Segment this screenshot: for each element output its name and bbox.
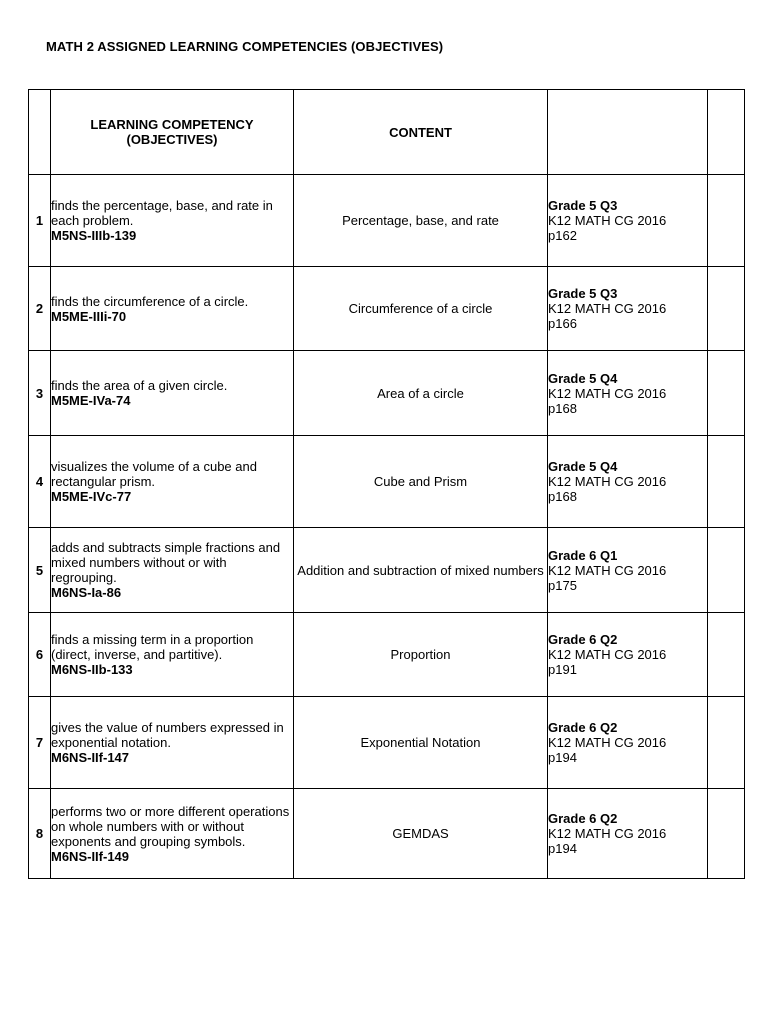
reference-page: p194 — [548, 841, 577, 856]
grade-quarter: Grade 5 Q3 — [548, 286, 618, 301]
reference-guide: K12 MATH CG 2016 — [548, 647, 667, 662]
grade-quarter: Grade 6 Q2 — [548, 720, 618, 735]
header-extra — [708, 90, 745, 175]
competency-cell — [51, 528, 294, 613]
competency-code: M6NS-IIb-133 — [51, 662, 133, 677]
competency-text: visualizes the volume of a cube and rectangular prism. — [51, 459, 257, 489]
competency-cell — [51, 436, 294, 528]
reference-cell — [548, 528, 708, 613]
competency-text: gives the value of numbers expressed in exponential notation. — [51, 720, 284, 750]
reference-guide: K12 MATH CG 2016 — [548, 562, 667, 578]
content-cell: Cube and Prism — [294, 436, 548, 528]
reference-page: p168 — [548, 400, 577, 416]
reference-cell — [548, 436, 708, 528]
extra-cell — [708, 613, 745, 697]
grade-quarter: Grade 5 Q4 — [548, 370, 618, 386]
extra-cell — [708, 351, 745, 436]
page-title: MATH 2 ASSIGNED LEARNING COMPETENCIES (OBJECTIVES) — [46, 39, 444, 54]
table-header-row — [29, 90, 745, 175]
competency-code: M5ME-IVa-74 — [51, 393, 131, 408]
competency-cell — [51, 789, 294, 879]
competency-cell — [51, 267, 294, 351]
competency-code: M5ME-IIIi-70 — [51, 308, 127, 324]
row-number: 7 — [29, 697, 51, 789]
competency-code: M6NS-Ia-86 — [51, 585, 122, 600]
extra-cell — [708, 697, 745, 789]
competency-code: M6NS-IIf-147 — [51, 750, 130, 765]
extra-cell — [708, 789, 745, 879]
table-row — [29, 436, 745, 528]
header-competency — [51, 90, 294, 175]
competency-table — [28, 89, 745, 879]
content-cell: Proportion — [294, 613, 548, 697]
extra-cell — [708, 528, 745, 613]
reference-cell — [548, 175, 708, 267]
competency-code: M5ME-IVc-77 — [51, 489, 132, 504]
table-row — [29, 267, 745, 351]
reference-page: p162 — [548, 228, 577, 243]
grade-quarter: Grade 5 Q3 — [548, 198, 618, 213]
reference-page: p194 — [548, 750, 577, 765]
competency-text: finds the circumference of a circle. — [51, 293, 249, 309]
grade-quarter: Grade 6 Q1 — [548, 547, 618, 563]
competency-cell — [51, 351, 294, 436]
content-cell: Addition and subtraction of mixed numbers — [294, 528, 548, 613]
table-row — [29, 613, 745, 697]
row-number: 1 — [29, 175, 51, 267]
reference-page: p191 — [548, 662, 577, 677]
competency-cell — [51, 613, 294, 697]
grade-quarter: Grade 6 Q2 — [548, 811, 618, 826]
table-row — [29, 175, 745, 267]
content-cell: Circumference of a circle — [294, 267, 548, 351]
header-reference — [548, 90, 708, 175]
grade-quarter: Grade 6 Q2 — [548, 632, 618, 647]
table-row — [29, 528, 745, 613]
extra-cell — [708, 436, 745, 528]
header-content: CONTENT — [294, 90, 548, 175]
row-number: 3 — [29, 351, 51, 436]
competency-cell — [51, 697, 294, 789]
reference-cell — [548, 697, 708, 789]
reference-cell — [548, 613, 708, 697]
competency-text: performs two or more different operations on whole numbers with or without exponents and grouping symbols. — [51, 803, 290, 849]
reference-guide: K12 MATH CG 2016 — [548, 474, 667, 489]
competency-text: finds the area of a given circle. — [51, 378, 228, 393]
competency-cell — [51, 175, 294, 267]
reference-page: p168 — [548, 489, 577, 504]
competency-code: M6NS-IIf-149 — [51, 848, 130, 864]
table-row — [29, 351, 745, 436]
reference-guide: K12 MATH CG 2016 — [548, 301, 667, 316]
row-number: 5 — [29, 528, 51, 613]
header-competency-line1: LEARNING COMPETENCY — [90, 117, 254, 132]
reference-page: p166 — [548, 316, 577, 331]
competency-text: adds and subtracts simple fractions and mixed numbers without or with regrouping. — [51, 540, 281, 585]
content-cell: Exponential Notation — [294, 697, 548, 789]
reference-cell — [548, 789, 708, 879]
content-cell: Area of a circle — [294, 351, 548, 436]
reference-cell — [548, 267, 708, 351]
reference-page: p175 — [548, 577, 577, 593]
header-competency-line2: (OBJECTIVES) — [126, 132, 218, 147]
header-number — [29, 90, 51, 175]
table-row — [29, 697, 745, 789]
extra-cell — [708, 175, 745, 267]
extra-cell — [708, 267, 745, 351]
content-cell: GEMDAS — [294, 789, 548, 879]
competency-text: finds a missing term in a proportion (direct, inverse, and partitive). — [51, 632, 254, 662]
reference-guide: K12 MATH CG 2016 — [548, 735, 667, 750]
reference-guide: K12 MATH CG 2016 — [548, 385, 667, 401]
competency-text: finds the percentage, base, and rate in each problem. — [51, 198, 273, 228]
row-number: 8 — [29, 789, 51, 879]
row-number: 4 — [29, 436, 51, 528]
grade-quarter: Grade 5 Q4 — [548, 459, 618, 474]
reference-guide: K12 MATH CG 2016 — [548, 213, 667, 228]
reference-cell — [548, 351, 708, 436]
competency-code: M5NS-IIIb-139 — [51, 228, 137, 243]
reference-guide: K12 MATH CG 2016 — [548, 826, 667, 841]
row-number: 2 — [29, 267, 51, 351]
row-number: 6 — [29, 613, 51, 697]
table-row — [29, 789, 745, 879]
content-cell: Percentage, base, and rate — [294, 175, 548, 267]
